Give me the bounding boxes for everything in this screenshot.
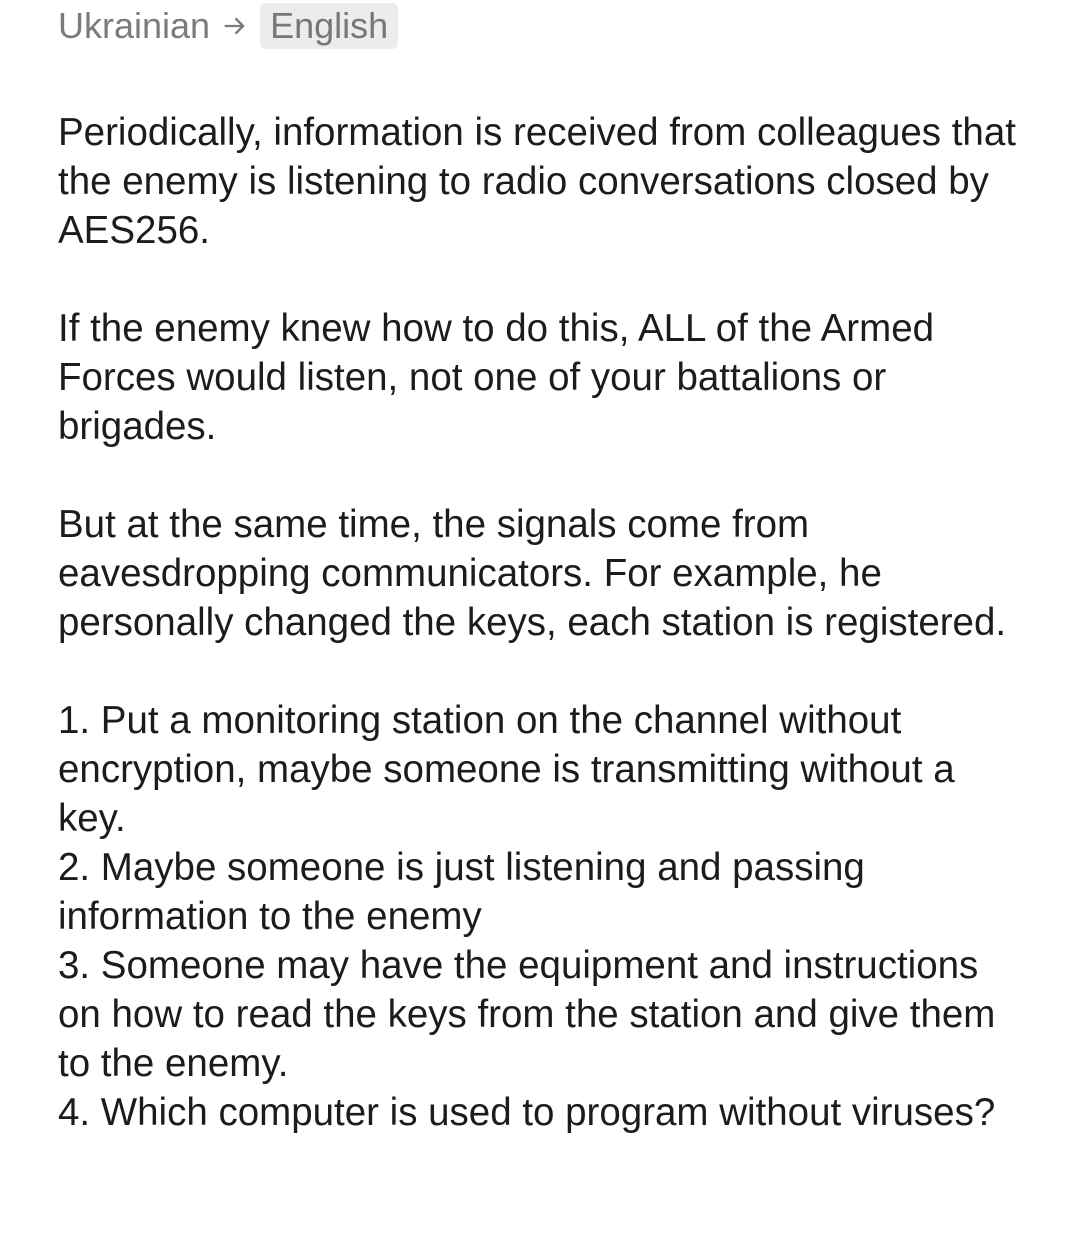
source-language[interactable]: Ukrainian [58, 5, 211, 46]
message-paragraph: If the enemy knew how to do this, ALL of the Armed Forces would listen, not one of your battalions or brigades. [58, 307, 935, 448]
translated-message [58, 108, 1028, 1137]
message-paragraph: But at the same time, the signals come from eavesdropping communicators. For example, he personally changed the keys, each station is registered. [58, 503, 1007, 644]
list-item: 4. Which computer is used to program without viruses? [58, 1091, 996, 1134]
arrow-right-icon [218, 9, 252, 43]
target-language-chip[interactable]: English [260, 3, 398, 49]
list-item: 1. Put a monitoring station on the channel without encryption, maybe someone is transmitting without a key. [58, 699, 955, 840]
translation-bar [58, 0, 398, 52]
list-item: 3. Someone may have the equipment and instructions on how to read the keys from the station and give them to the enemy. [58, 944, 996, 1085]
message-list [58, 696, 1028, 1137]
list-item: 2. Maybe someone is just listening and passing information to the enemy [58, 846, 865, 938]
message-paragraph: Periodically, information is received from colleagues that the enemy is listening to radio conversations closed by AES256. [58, 111, 1016, 252]
